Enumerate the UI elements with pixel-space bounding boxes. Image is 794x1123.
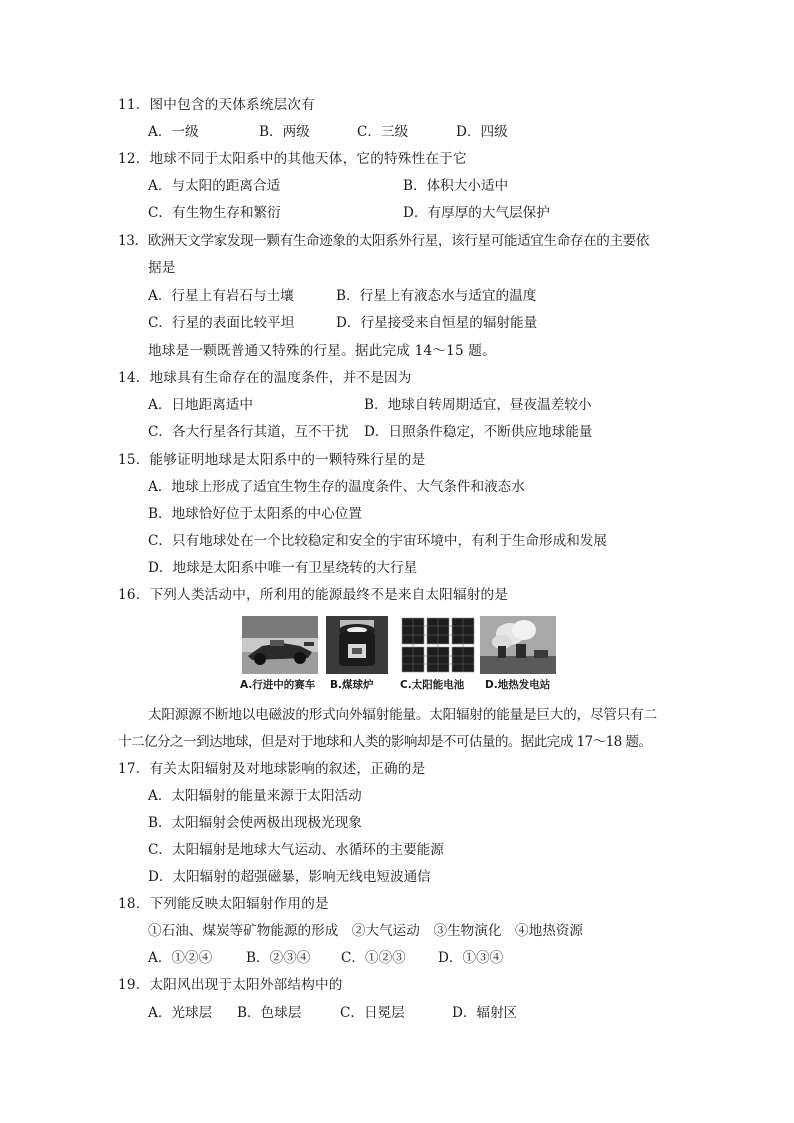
q15-option-a: A．地球上形成了适宜生物生存的温度条件、大气条件和液态水 bbox=[148, 479, 525, 495]
q15-stem: 15．能够证明地球是太阳系中的一颗特殊行星的是 bbox=[118, 452, 426, 468]
q18-option-d: D．①③④ bbox=[438, 950, 504, 966]
q14-option-d: D．日照条件稳定，不断供应地球能量 bbox=[364, 424, 593, 440]
q18-option-b: B．②③④ bbox=[246, 950, 311, 966]
q13-option-d: D．行星接受来自恒星的辐射能量 bbox=[336, 315, 538, 331]
q17-stem: 17．有关太阳辐射及对地球影响的叙述，正确的是 bbox=[118, 761, 426, 777]
race-car-photo bbox=[242, 616, 318, 674]
q13-stem-line2: 据是 bbox=[148, 260, 176, 276]
q17-option-c: C．太阳辐射是地球大气运动、水循环的主要能源 bbox=[148, 842, 444, 858]
q16-stem: 16．下列人类活动中，所利用的能源最终不是来自太阳辐射的是 bbox=[118, 587, 509, 603]
coal-stove-svg bbox=[326, 616, 388, 674]
q17-option-d: D．太阳辐射的超强磁暴，影响无线电短波通信 bbox=[148, 869, 431, 885]
q17-option-b: B．太阳辐射会使两极出现极光现象 bbox=[148, 815, 362, 831]
q17-option-a: A．太阳辐射的能量来源于太阳活动 bbox=[148, 788, 362, 804]
q12-option-d: D．有厚厚的大气层保护 bbox=[403, 205, 550, 221]
q13-option-c: C．行星的表面比较平坦 bbox=[148, 315, 295, 331]
q11-option-a: A．一级 bbox=[148, 124, 199, 140]
q19-option-b: B．色球层 bbox=[237, 1005, 302, 1021]
intro-14-15: 地球是一颗既普通又特殊的行星。据此完成 14～15 题。 bbox=[148, 343, 496, 359]
q11-option-d: D．四级 bbox=[456, 124, 508, 140]
q16-caption-a: A.行进中的赛车 bbox=[240, 679, 316, 691]
q16-caption-d: D.地热发电站 bbox=[485, 679, 551, 691]
q19-stem: 19．太阳风出现于太阳外部结构中的 bbox=[118, 977, 343, 993]
q14-option-a: A．日地距离适中 bbox=[148, 397, 253, 413]
race-car-svg bbox=[242, 616, 318, 674]
q11-option-c: C．三级 bbox=[357, 124, 409, 140]
geothermal-plant-svg bbox=[480, 616, 556, 674]
q19-option-d: D．辐射区 bbox=[452, 1005, 518, 1021]
q13-option-a: A．行星上有岩石与土壤 bbox=[148, 288, 294, 304]
q12-option-a: A．与太阳的距离合适 bbox=[148, 178, 281, 194]
q11-stem: 11．图中包含的天体系统层次有 bbox=[118, 97, 316, 113]
q11-option-b: B．两级 bbox=[259, 124, 310, 140]
q12-stem: 12．地球不同于太阳系中的其他天体，它的特殊性在于它 bbox=[118, 151, 467, 167]
intro-17-18-line1: 太阳源源不断地以电磁波的形式向外辐射能量。太阳辐射的能量是巨大的，尽管只有二 bbox=[148, 707, 657, 723]
q19-option-c: C．日冕层 bbox=[340, 1005, 405, 1021]
q16-caption-c: C.太阳能电池 bbox=[400, 679, 465, 691]
solar-panel-svg bbox=[400, 616, 476, 674]
coal-stove-photo bbox=[326, 616, 402, 674]
q18-option-a: A．①②④ bbox=[148, 950, 213, 966]
q14-stem: 14．地球具有生命存在的温度条件，并不是因为 bbox=[118, 370, 412, 386]
solar-panel-photo bbox=[400, 616, 476, 674]
q18-stem: 18．下列能反映太阳辐射作用的是 bbox=[118, 896, 329, 912]
q12-option-b: B．体积大小适中 bbox=[403, 178, 509, 194]
q16-image-strip bbox=[240, 616, 556, 694]
q15-option-c: C．只有地球处在一个比较稳定和安全的宇宙环境中，有利于生命形成和发展 bbox=[148, 533, 607, 549]
q19-option-a: A．光球层 bbox=[148, 1005, 213, 1021]
q14-option-b: B．地球自转周期适宜，昼夜温差较小 bbox=[364, 397, 592, 413]
geothermal-plant-photo bbox=[480, 616, 556, 674]
q16-caption-b: B.煤球炉 bbox=[330, 679, 374, 691]
q18-option-c: C．①②③ bbox=[341, 950, 406, 966]
q14-option-c: C．各大行星各行其道，互不干扰 bbox=[148, 424, 349, 440]
q13-stem-line1: 13．欧洲天文学家发现一颗有生命迹象的太阳系外行星，该行星可能适宜生命存在的主要依 bbox=[118, 233, 650, 249]
intro-17-18-line2: 十二亿分之一到达地球，但是对于地球和人类的影响却是不可估量的。据此完成 17～18 题。 bbox=[118, 734, 652, 750]
q15-option-b: B．地球恰好位于太阳系的中心位置 bbox=[148, 506, 362, 522]
q15-option-d: D．地球是太阳系中唯一有卫星绕转的大行星 bbox=[148, 560, 418, 576]
q18-items: ①石油、煤炭等矿物能源的形成 ②大气运动 ③生物演化 ④地热资源 bbox=[148, 923, 583, 939]
q13-option-b: B．行星上有液态水与适宜的温度 bbox=[336, 288, 537, 304]
q12-option-c: C．有生物生存和繁衍 bbox=[148, 205, 281, 221]
